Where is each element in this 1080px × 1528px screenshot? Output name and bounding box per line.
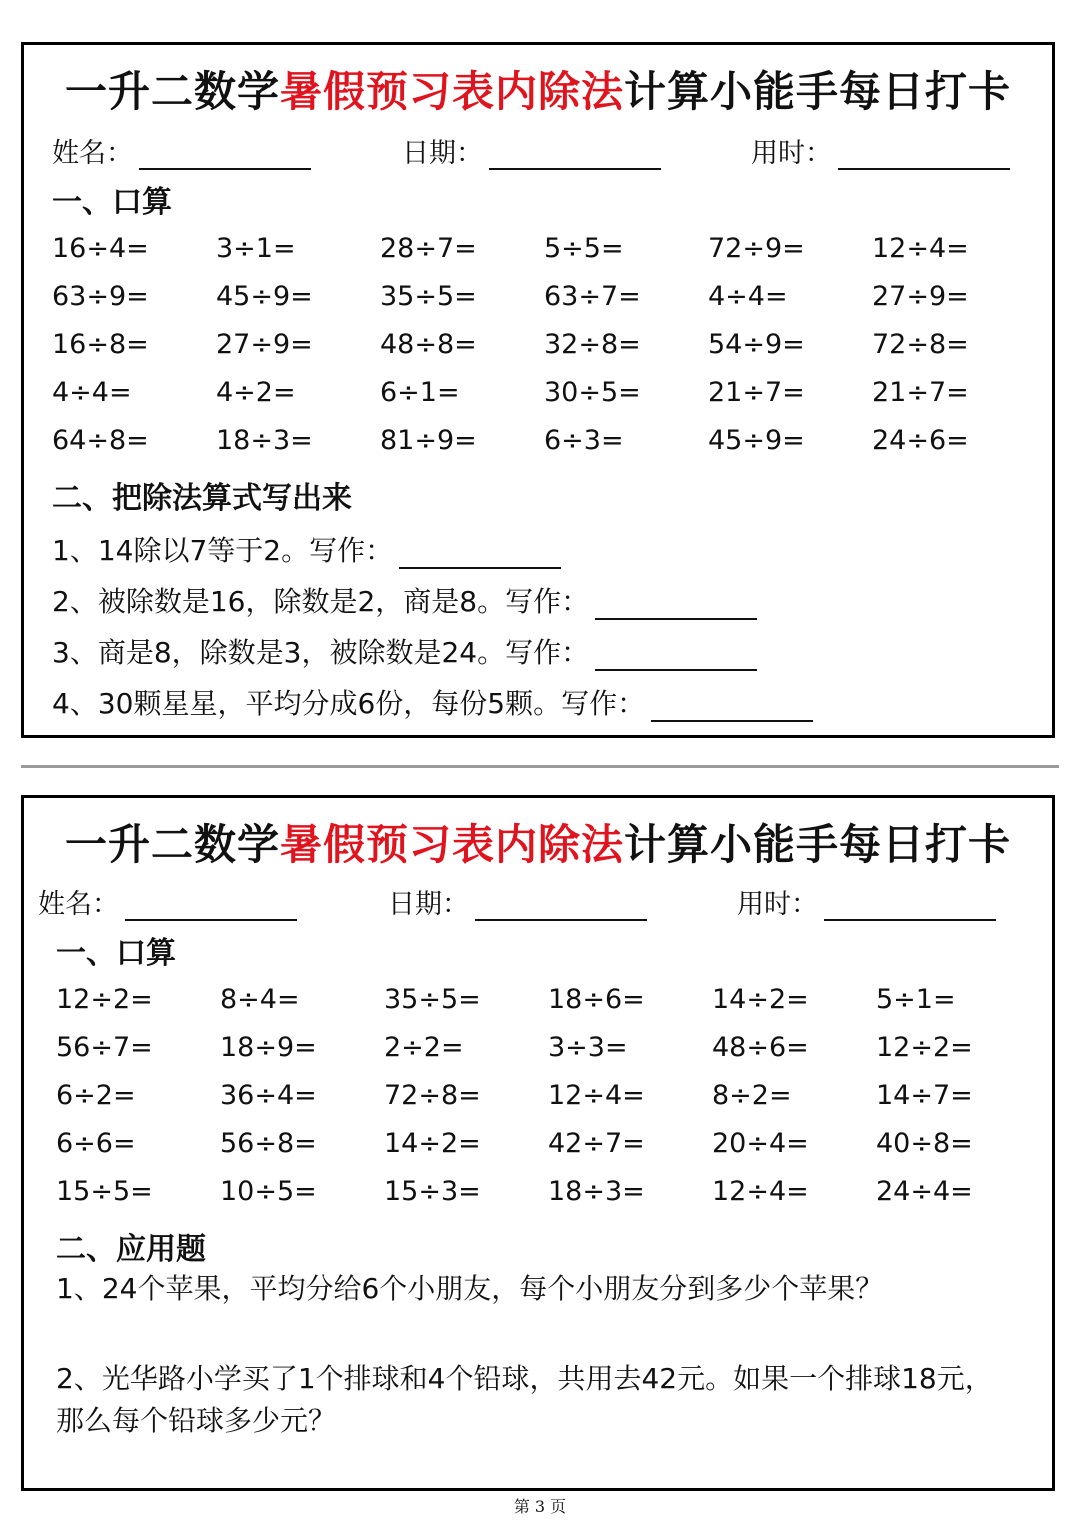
word-problem-2: 2、光华路小学买了1个排球和4个铅球，共用去42元。如果一个排球18元，那么每个铅球多少元？ xyxy=(56,1362,993,1437)
problem-item: 45÷9= xyxy=(216,281,313,312)
name-label: 姓名： xyxy=(52,138,133,169)
problem-item: 6÷1= xyxy=(380,377,460,408)
problem-item: 63÷9= xyxy=(52,281,149,312)
problem-item: 10÷5= xyxy=(220,1176,317,1207)
problem-item: 21÷7= xyxy=(708,377,805,408)
name-blank[interactable] xyxy=(139,140,311,170)
problem-item: 18÷6= xyxy=(548,984,645,1015)
title-suffix: 计算小能手每日打卡 xyxy=(624,67,1012,116)
problem-item: 12÷2= xyxy=(56,984,153,1015)
problem-item: 24÷6= xyxy=(872,425,969,456)
section-heading-mental-math: 一、口算 xyxy=(56,936,176,971)
problem-item: 32÷8= xyxy=(544,329,641,360)
date-label: 日期： xyxy=(402,138,483,169)
question-text: 1、14除以7等于2。写作： xyxy=(52,534,394,567)
time-field[interactable] xyxy=(751,131,1010,170)
worksheet-title xyxy=(24,812,1052,872)
problem-item: 6÷2= xyxy=(56,1080,136,1111)
problem-item: 18÷9= xyxy=(220,1032,317,1063)
title-prefix: 一升二数学 xyxy=(64,820,280,869)
worksheet-title xyxy=(24,59,1052,119)
question-3 xyxy=(52,631,757,671)
time-blank[interactable] xyxy=(838,140,1010,170)
problem-item: 40÷8= xyxy=(876,1128,973,1159)
time-field[interactable] xyxy=(737,882,996,921)
name-field[interactable] xyxy=(52,131,311,170)
title-prefix: 一升二数学 xyxy=(64,67,280,116)
problem-item: 72÷9= xyxy=(708,233,805,264)
problem-item: 5÷1= xyxy=(876,984,956,1015)
problem-item: 36÷4= xyxy=(220,1080,317,1111)
answer-blank[interactable] xyxy=(595,641,757,671)
problem-item: 16÷4= xyxy=(52,233,149,264)
problem-item: 56÷8= xyxy=(220,1128,317,1159)
question-text: 3、商是8，除数是3，被除数是24。写作： xyxy=(52,636,590,669)
section-heading-write-equation: 二、把除法算式写出来 xyxy=(52,481,352,516)
worksheet-card-1 xyxy=(21,42,1055,738)
word-problem-1: 1、24个苹果，平均分给6个小朋友，每个小朋友分到多少个苹果？ xyxy=(56,1272,884,1305)
question-text: 2、被除数是16，除数是2，商是8。写作： xyxy=(52,585,590,618)
problem-item: 15÷5= xyxy=(56,1176,153,1207)
problem-item: 4÷4= xyxy=(52,377,132,408)
problem-item: 18÷3= xyxy=(216,425,313,456)
problem-item: 12÷4= xyxy=(712,1176,809,1207)
problem-item: 14÷2= xyxy=(712,984,809,1015)
problem-item: 12÷2= xyxy=(876,1032,973,1063)
problem-item: 27÷9= xyxy=(216,329,313,360)
problem-item: 5÷5= xyxy=(544,233,624,264)
name-blank[interactable] xyxy=(125,891,297,921)
problem-item: 48÷6= xyxy=(712,1032,809,1063)
question-1 xyxy=(52,529,561,569)
problem-item: 45÷9= xyxy=(708,425,805,456)
page-number: 第 3 页 xyxy=(513,1497,567,1516)
title-suffix: 计算小能手每日打卡 xyxy=(624,820,1012,869)
problem-item: 12÷4= xyxy=(548,1080,645,1111)
problem-item: 14÷2= xyxy=(384,1128,481,1159)
problem-item: 2÷2= xyxy=(384,1032,464,1063)
worksheet-card-2 xyxy=(21,795,1055,1491)
problem-item: 4÷2= xyxy=(216,377,296,408)
question-2 xyxy=(52,580,757,620)
problem-item: 48÷8= xyxy=(380,329,477,360)
problem-item: 63÷7= xyxy=(544,281,641,312)
problem-item: 30÷5= xyxy=(544,377,641,408)
section-divider xyxy=(21,765,1059,768)
problem-item: 20÷4= xyxy=(712,1128,809,1159)
time-label: 用时： xyxy=(737,889,818,920)
problem-item: 16÷8= xyxy=(52,329,149,360)
problem-item: 14÷7= xyxy=(876,1080,973,1111)
date-blank[interactable] xyxy=(489,140,661,170)
problem-item: 12÷4= xyxy=(872,233,969,264)
date-blank[interactable] xyxy=(475,891,647,921)
problem-item: 6÷6= xyxy=(56,1128,136,1159)
question-text: 4、30颗星星，平均分成6份，每份5颗。写作： xyxy=(52,687,646,720)
section-heading-word-problems: 二、应用题 xyxy=(56,1232,206,1267)
problem-item: 72÷8= xyxy=(872,329,969,360)
problem-item: 54÷9= xyxy=(708,329,805,360)
answer-blank[interactable] xyxy=(651,692,813,722)
section-heading-mental-math: 一、口算 xyxy=(52,185,172,220)
problem-item: 27÷9= xyxy=(872,281,969,312)
problem-item: 56÷7= xyxy=(56,1032,153,1063)
title-highlight: 暑假预习表内除法 xyxy=(279,67,624,116)
problem-item: 35÷5= xyxy=(384,984,481,1015)
time-blank[interactable] xyxy=(824,891,996,921)
problem-item: 42÷7= xyxy=(548,1128,645,1159)
name-field[interactable] xyxy=(38,882,297,921)
problem-item: 72÷8= xyxy=(384,1080,481,1111)
problem-item: 35÷5= xyxy=(380,281,477,312)
question-4 xyxy=(52,682,813,722)
problem-item: 64÷8= xyxy=(52,425,149,456)
name-label: 姓名： xyxy=(38,889,119,920)
problem-item: 15÷3= xyxy=(384,1176,481,1207)
date-field[interactable] xyxy=(402,131,661,170)
problem-item: 8÷2= xyxy=(712,1080,792,1111)
problem-item: 28÷7= xyxy=(380,233,477,264)
title-highlight: 暑假预习表内除法 xyxy=(279,820,624,869)
problem-item: 21÷7= xyxy=(872,377,969,408)
problem-grid xyxy=(52,225,1036,465)
problem-item: 3÷3= xyxy=(548,1032,628,1063)
answer-blank[interactable] xyxy=(595,590,757,620)
problem-item: 8÷4= xyxy=(220,984,300,1015)
problem-item: 4÷4= xyxy=(708,281,788,312)
date-field[interactable] xyxy=(388,882,647,921)
problem-grid xyxy=(56,976,1040,1216)
problem-item: 18÷3= xyxy=(548,1176,645,1207)
problem-item: 24÷4= xyxy=(876,1176,973,1207)
date-label: 日期： xyxy=(388,889,469,920)
answer-blank[interactable] xyxy=(399,539,561,569)
time-label: 用时： xyxy=(751,138,832,169)
problem-item: 6÷3= xyxy=(544,425,624,456)
problem-item: 3÷1= xyxy=(216,233,296,264)
problem-item: 81÷9= xyxy=(380,425,477,456)
